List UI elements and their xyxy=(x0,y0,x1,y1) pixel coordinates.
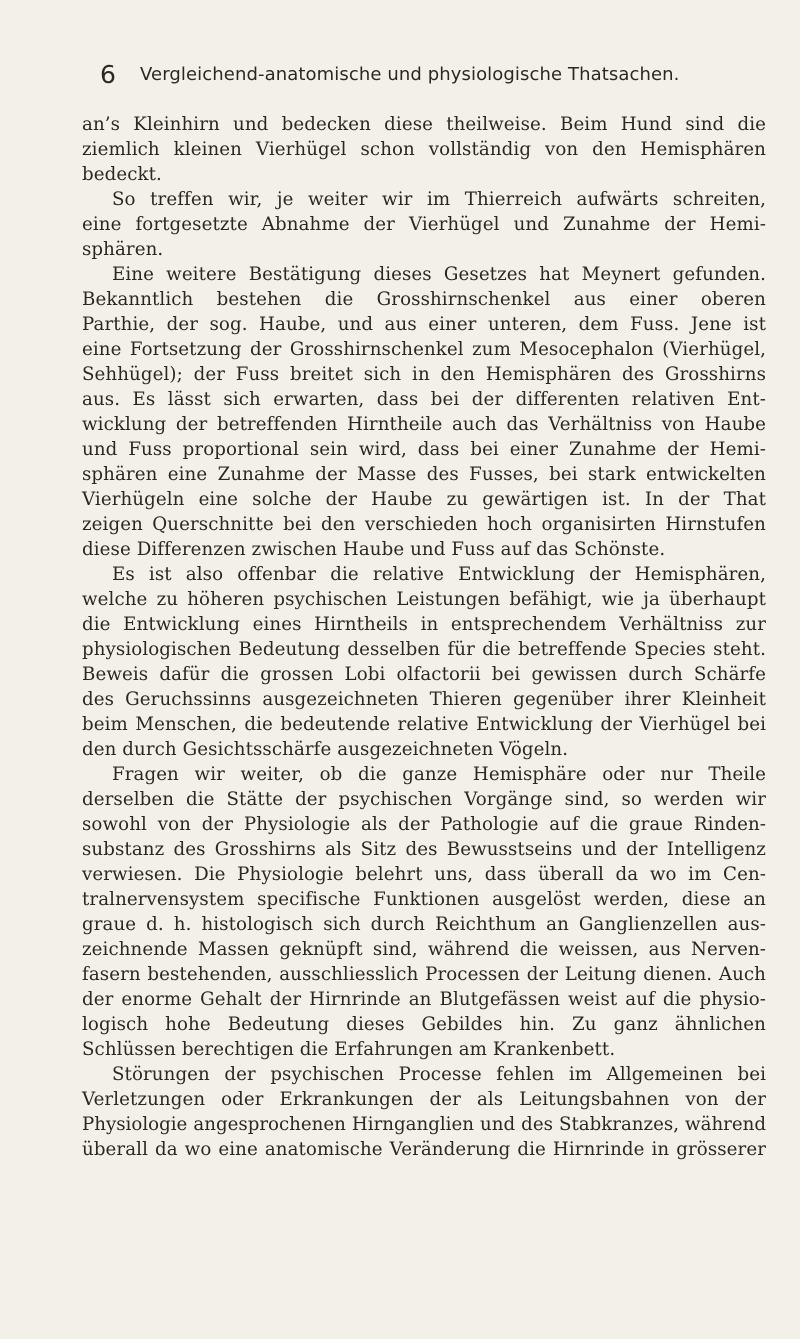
text-line: des Geruchssinns ausgezeichneten Thieren gegenüber ihrer Kleinheit xyxy=(82,689,766,710)
text-line: eine fortgesetzte Abnahme der Vierhügel und Zunahme der Hemi- xyxy=(82,214,766,235)
paragraph xyxy=(82,112,766,187)
text-line: zeichnende Massen geknüpft sind, während die weissen, aus Nerven- xyxy=(82,939,766,960)
text-line: Bekanntlich bestehen die Grosshirnschenkel aus einer oberen xyxy=(82,289,766,310)
text-line: Sehhügel); der Fuss breitet sich in den Hemisphären des Grosshirns xyxy=(82,364,766,385)
text-line: diese Differenzen zwischen Haube und Fuss auf das Schönste. xyxy=(82,539,666,560)
paragraph xyxy=(82,762,766,1062)
text-line: eine Fortsetzung der Grosshirnschenkel zum Mesocephalon (Vierhügel, xyxy=(82,339,766,360)
text-line: bedeckt. xyxy=(82,164,162,185)
text-line: graue d. h. histologisch sich durch Reichthum an Ganglienzellen aus- xyxy=(82,914,766,935)
text-line: überall da wo eine anatomische Veränderung die Hirnrinde in grösserer xyxy=(82,1139,766,1160)
text-line: sowohl von der Physiologie als der Pathologie auf die graue Rinden- xyxy=(82,814,766,835)
body-text xyxy=(82,112,766,1162)
running-title: Vergleichend-anatomische und physiologische Thatsachen. xyxy=(140,64,680,85)
text-line: sphären. xyxy=(82,239,164,260)
text-line: zeigen Querschnitte bei den verschieden hoch organisirten Hirnstufen xyxy=(82,514,766,535)
text-line: ziemlich kleinen Vierhügel schon vollständig von den Hemisphären xyxy=(82,139,766,160)
text-line: Beweis dafür die grossen Lobi olfactorii bei gewissen durch Schärfe xyxy=(82,664,766,685)
text-line: welche zu höheren psychischen Leistungen befähigt, wie ja überhaupt xyxy=(82,589,766,610)
text-line: fasern bestehenden, ausschliesslich Processen der Leitung dienen. Auch xyxy=(82,964,766,985)
text-line: Störungen der psychischen Processe fehlen im Allgemeinen bei xyxy=(112,1064,766,1085)
text-line: der enorme Gehalt der Hirnrinde an Blutgefässen weist auf die physio- xyxy=(82,989,766,1010)
text-line: aus. Es lässt sich erwarten, dass bei der differenten relativen Ent- xyxy=(82,389,766,410)
paragraph xyxy=(82,562,766,762)
paragraph xyxy=(82,187,766,262)
text-line: den durch Gesichtsschärfe ausgezeichneten Vögeln. xyxy=(82,739,569,760)
text-line: substanz des Grosshirns als Sitz des Bewusstseins und der Intelligenz xyxy=(82,839,766,860)
text-line: verwiesen. Die Physiologie belehrt uns, dass überall da wo im Cen- xyxy=(82,864,766,885)
text-line: Vierhügeln eine solche der Haube zu gewärtigen ist. In der That xyxy=(82,489,766,510)
text-line: die Entwicklung eines Hirntheils in entsprechendem Verhältniss zur xyxy=(82,614,766,635)
text-line: physiologischen Bedeutung desselben für die betreffende Species steht. xyxy=(82,639,766,660)
page-number: 6 xyxy=(100,60,116,89)
text-line: Parthie, der sog. Haube, und aus einer unteren, dem Fuss. Jene ist xyxy=(82,314,766,335)
text-line: Eine weitere Bestätigung dieses Gesetzes hat Meynert gefunden. xyxy=(112,264,766,285)
text-line: Fragen wir weiter, ob die ganze Hemisphäre oder nur Theile xyxy=(112,764,766,785)
text-line: an’s Kleinhirn und bedecken diese theilweise. Beim Hund sind die xyxy=(82,114,766,135)
text-line: tralnervensystem specifische Funktionen ausgelöst werden, diese an xyxy=(82,889,766,910)
text-line: beim Menschen, die bedeutende relative Entwicklung der Vierhügel bei xyxy=(82,714,766,735)
text-line: So treffen wir, je weiter wir im Thierreich aufwärts schreiten, xyxy=(112,189,766,210)
text-line: wicklung der betreffenden Hirntheile auch das Verhältniss von Haube xyxy=(82,414,766,435)
running-header xyxy=(100,58,760,92)
text-line: Verletzungen oder Erkrankungen der als Leitungsbahnen von der xyxy=(82,1089,766,1110)
text-line: Es ist also offenbar die relative Entwicklung der Hemisphären, xyxy=(112,564,766,585)
text-line: sphären eine Zunahme der Masse des Fusses, bei stark entwickelten xyxy=(82,464,766,485)
text-line: logisch hohe Bedeutung dieses Gebildes hin. Zu ganz ähnlichen xyxy=(82,1014,766,1035)
text-line: Schlüssen berechtigen die Erfahrungen am Krankenbett. xyxy=(82,1039,616,1060)
text-line: und Fuss proportional sein wird, dass bei einer Zunahme der Hemi- xyxy=(82,439,766,460)
text-line: derselben die Stätte der psychischen Vorgänge sind, so werden wir xyxy=(82,789,766,810)
text-line: Physiologie angesprochenen Hirnganglien und des Stabkranzes, während xyxy=(82,1114,766,1135)
paragraph xyxy=(82,262,766,562)
paragraph xyxy=(82,1062,766,1162)
